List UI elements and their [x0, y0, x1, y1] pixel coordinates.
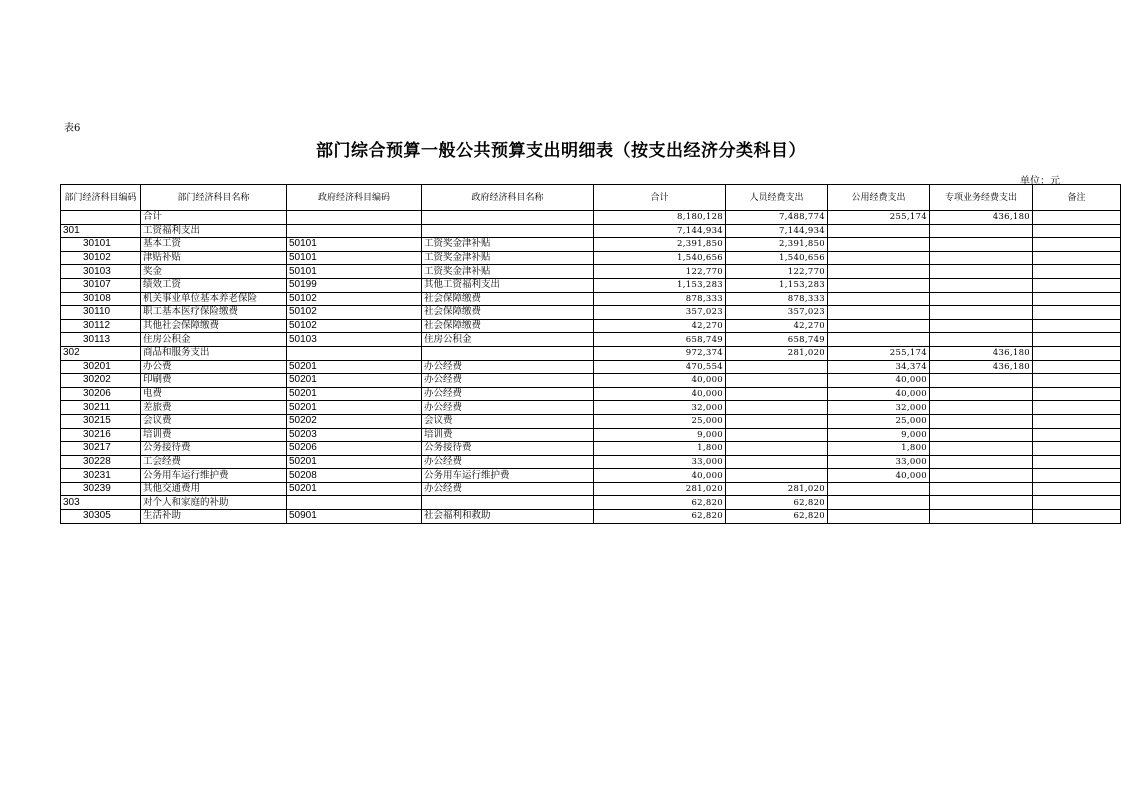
special-cell — [930, 428, 1033, 442]
gov-name-cell — [422, 224, 594, 238]
total-cell: 40,000 — [594, 374, 726, 388]
gov-code-cell: 50101 — [287, 238, 422, 252]
gov-code-cell: 50206 — [287, 442, 422, 456]
total-cell: 1,540,656 — [594, 251, 726, 265]
table-row — [61, 319, 1121, 333]
special-cell — [930, 224, 1033, 238]
dept-code-cell: 30112 — [61, 319, 141, 333]
note-cell — [1033, 496, 1121, 510]
public-cell — [828, 482, 930, 496]
public-cell: 25,000 — [828, 414, 930, 428]
personnel-cell — [726, 455, 828, 469]
dept-code-cell: 30206 — [61, 387, 141, 401]
note-cell — [1033, 306, 1121, 320]
personnel-cell — [726, 401, 828, 415]
special-cell: 436,180 — [930, 346, 1033, 360]
budget-table — [60, 184, 1121, 524]
dept-name-cell: 办公费 — [141, 360, 287, 374]
total-cell: 25,000 — [594, 414, 726, 428]
note-cell — [1033, 265, 1121, 279]
gov-code-cell: 50201 — [287, 387, 422, 401]
public-cell — [828, 278, 930, 292]
note-cell — [1033, 510, 1121, 524]
dept-code-cell: 30211 — [61, 401, 141, 415]
gov-name-cell: 办公经费 — [422, 482, 594, 496]
gov-name-cell: 会议费 — [422, 414, 594, 428]
public-cell: 40,000 — [828, 374, 930, 388]
gov-name-cell: 住房公积金 — [422, 333, 594, 347]
dept-code-cell: 30202 — [61, 374, 141, 388]
dept-code-cell: 30103 — [61, 265, 141, 279]
total-cell: 62,820 — [594, 496, 726, 510]
table-row — [61, 496, 1121, 510]
personnel-cell — [726, 360, 828, 374]
total-cell: 2,391,850 — [594, 238, 726, 252]
gov-name-cell: 其他工资福利支出 — [422, 278, 594, 292]
special-cell — [930, 414, 1033, 428]
dept-code-cell: 30201 — [61, 360, 141, 374]
header-cell: 政府经济科目名称 — [422, 185, 594, 211]
dept-name-cell: 商品和服务支出 — [141, 346, 287, 360]
special-cell — [930, 319, 1033, 333]
special-cell: 436,180 — [930, 211, 1033, 225]
dept-name-cell: 其他社会保障缴费 — [141, 319, 287, 333]
personnel-cell: 878,333 — [726, 292, 828, 306]
gov-code-cell: 50203 — [287, 428, 422, 442]
note-cell — [1033, 278, 1121, 292]
gov-name-cell — [422, 211, 594, 225]
note-cell — [1033, 401, 1121, 415]
header-cell: 部门经济科目编码 — [61, 185, 141, 211]
table-row — [61, 360, 1121, 374]
dept-name-cell: 合计 — [141, 211, 287, 225]
gov-name-cell: 社会福利和救助 — [422, 510, 594, 524]
table-header-row — [61, 185, 1121, 211]
special-cell — [930, 496, 1033, 510]
total-cell: 470,554 — [594, 360, 726, 374]
special-cell — [930, 333, 1033, 347]
dept-code-cell: 301 — [61, 224, 141, 238]
gov-name-cell: 公务用车运行维护费 — [422, 469, 594, 483]
note-cell — [1033, 211, 1121, 225]
public-cell — [828, 510, 930, 524]
personnel-cell: 7,488,774 — [726, 211, 828, 225]
personnel-cell — [726, 387, 828, 401]
note-cell — [1033, 374, 1121, 388]
table-row — [61, 306, 1121, 320]
table-body — [61, 211, 1121, 524]
public-cell: 255,174 — [828, 346, 930, 360]
special-cell — [930, 265, 1033, 279]
public-cell: 40,000 — [828, 387, 930, 401]
gov-code-cell — [287, 211, 422, 225]
dept-name-cell: 奖金 — [141, 265, 287, 279]
public-cell: 40,000 — [828, 469, 930, 483]
special-cell — [930, 455, 1033, 469]
total-cell: 122,770 — [594, 265, 726, 279]
personnel-cell: 658,749 — [726, 333, 828, 347]
dept-code-cell: 30101 — [61, 238, 141, 252]
note-cell — [1033, 346, 1121, 360]
gov-name-cell: 工资奖金津补贴 — [422, 238, 594, 252]
header-cell: 政府经济科目编码 — [287, 185, 422, 211]
page-title: 部门综合预算一般公共预算支出明细表（按支出经济分类科目） — [316, 141, 806, 161]
table-row — [61, 469, 1121, 483]
gov-name-cell: 办公经费 — [422, 374, 594, 388]
table-row — [61, 428, 1121, 442]
note-cell — [1033, 442, 1121, 456]
dept-name-cell: 生活补助 — [141, 510, 287, 524]
header-cell: 人员经费支出 — [726, 185, 828, 211]
personnel-cell — [726, 374, 828, 388]
total-cell: 281,020 — [594, 482, 726, 496]
gov-name-cell — [422, 346, 594, 360]
personnel-cell: 2,391,850 — [726, 238, 828, 252]
note-cell — [1033, 292, 1121, 306]
total-cell: 8,180,128 — [594, 211, 726, 225]
dept-name-cell: 工会经费 — [141, 455, 287, 469]
personnel-cell: 1,540,656 — [726, 251, 828, 265]
table-row — [61, 414, 1121, 428]
gov-code-cell: 50101 — [287, 251, 422, 265]
dept-name-cell: 印刷费 — [141, 374, 287, 388]
gov-name-cell: 办公经费 — [422, 401, 594, 415]
dept-name-cell: 培训费 — [141, 428, 287, 442]
dept-code-cell: 30108 — [61, 292, 141, 306]
gov-name-cell: 社会保障缴费 — [422, 292, 594, 306]
dept-code-cell: 30110 — [61, 306, 141, 320]
personnel-cell: 42,270 — [726, 319, 828, 333]
header-cell: 备注 — [1033, 185, 1121, 211]
personnel-cell: 122,770 — [726, 265, 828, 279]
public-cell — [828, 224, 930, 238]
note-cell — [1033, 482, 1121, 496]
header-cell: 合计 — [594, 185, 726, 211]
gov-code-cell — [287, 224, 422, 238]
note-cell — [1033, 319, 1121, 333]
table-row — [61, 482, 1121, 496]
public-cell — [828, 292, 930, 306]
gov-name-cell: 办公经费 — [422, 455, 594, 469]
dept-name-cell: 工资福利支出 — [141, 224, 287, 238]
dept-name-cell: 公务接待费 — [141, 442, 287, 456]
dept-code-cell: 30215 — [61, 414, 141, 428]
special-cell — [930, 510, 1033, 524]
note-cell — [1033, 251, 1121, 265]
total-cell: 357,023 — [594, 306, 726, 320]
total-cell: 40,000 — [594, 387, 726, 401]
public-cell — [828, 333, 930, 347]
personnel-cell: 1,153,283 — [726, 278, 828, 292]
personnel-cell: 7,144,934 — [726, 224, 828, 238]
public-cell: 32,000 — [828, 401, 930, 415]
dept-name-cell: 津贴补贴 — [141, 251, 287, 265]
table-row — [61, 265, 1121, 279]
total-cell: 33,000 — [594, 455, 726, 469]
gov-code-cell: 50101 — [287, 265, 422, 279]
personnel-cell: 62,820 — [726, 510, 828, 524]
gov-code-cell: 50201 — [287, 401, 422, 415]
dept-code-cell: 30228 — [61, 455, 141, 469]
dept-code-cell: 30239 — [61, 482, 141, 496]
special-cell — [930, 306, 1033, 320]
table-row — [61, 251, 1121, 265]
special-cell — [930, 469, 1033, 483]
public-cell: 255,174 — [828, 211, 930, 225]
gov-code-cell — [287, 346, 422, 360]
unit-label: 单位：元 — [1020, 176, 1060, 187]
personnel-cell — [726, 469, 828, 483]
dept-name-cell: 公务用车运行维护费 — [141, 469, 287, 483]
note-cell — [1033, 224, 1121, 238]
table-row — [61, 387, 1121, 401]
table-row — [61, 442, 1121, 456]
total-cell: 42,270 — [594, 319, 726, 333]
public-cell: 34,374 — [828, 360, 930, 374]
personnel-cell: 281,020 — [726, 346, 828, 360]
special-cell — [930, 251, 1033, 265]
gov-code-cell: 50201 — [287, 360, 422, 374]
gov-name-cell: 社会保障缴费 — [422, 306, 594, 320]
dept-name-cell: 电费 — [141, 387, 287, 401]
note-cell — [1033, 333, 1121, 347]
table-label: 表6 — [64, 123, 81, 134]
table-row — [61, 224, 1121, 238]
gov-name-cell: 办公经费 — [422, 360, 594, 374]
table-row — [61, 292, 1121, 306]
total-cell: 658,749 — [594, 333, 726, 347]
public-cell — [828, 265, 930, 279]
gov-name-cell: 办公经费 — [422, 387, 594, 401]
special-cell — [930, 292, 1033, 306]
gov-code-cell: 50202 — [287, 414, 422, 428]
dept-code-cell — [61, 211, 141, 225]
note-cell — [1033, 387, 1121, 401]
total-cell: 972,374 — [594, 346, 726, 360]
personnel-cell: 62,820 — [726, 496, 828, 510]
special-cell — [930, 401, 1033, 415]
gov-code-cell: 50201 — [287, 482, 422, 496]
note-cell — [1033, 238, 1121, 252]
table-row — [61, 455, 1121, 469]
gov-code-cell: 50901 — [287, 510, 422, 524]
gov-code-cell: 50102 — [287, 319, 422, 333]
gov-code-cell: 50102 — [287, 292, 422, 306]
total-cell: 32,000 — [594, 401, 726, 415]
total-cell: 40,000 — [594, 469, 726, 483]
personnel-cell: 357,023 — [726, 306, 828, 320]
dept-name-cell: 对个人和家庭的补助 — [141, 496, 287, 510]
dept-name-cell: 基本工资 — [141, 238, 287, 252]
gov-name-cell: 社会保障缴费 — [422, 319, 594, 333]
dept-name-cell: 差旅费 — [141, 401, 287, 415]
gov-code-cell: 50102 — [287, 306, 422, 320]
special-cell: 436,180 — [930, 360, 1033, 374]
note-cell — [1033, 414, 1121, 428]
table-row — [61, 278, 1121, 292]
dept-code-cell: 302 — [61, 346, 141, 360]
total-cell: 9,000 — [594, 428, 726, 442]
public-cell — [828, 319, 930, 333]
public-cell: 33,000 — [828, 455, 930, 469]
dept-code-cell: 30217 — [61, 442, 141, 456]
dept-code-cell: 30113 — [61, 333, 141, 347]
note-cell — [1033, 428, 1121, 442]
gov-code-cell: 50199 — [287, 278, 422, 292]
table-row — [61, 238, 1121, 252]
dept-name-cell: 绩效工资 — [141, 278, 287, 292]
note-cell — [1033, 455, 1121, 469]
gov-name-cell: 工资奖金津补贴 — [422, 265, 594, 279]
dept-code-cell: 30305 — [61, 510, 141, 524]
public-cell — [828, 238, 930, 252]
gov-name-cell — [422, 496, 594, 510]
dept-name-cell: 会议费 — [141, 414, 287, 428]
gov-name-cell: 公务接待费 — [422, 442, 594, 456]
dept-name-cell: 机关事业单位基本养老保险 — [141, 292, 287, 306]
total-cell: 7,144,934 — [594, 224, 726, 238]
dept-code-cell: 30231 — [61, 469, 141, 483]
total-cell: 878,333 — [594, 292, 726, 306]
public-cell — [828, 306, 930, 320]
dept-name-cell: 职工基本医疗保险缴费 — [141, 306, 287, 320]
note-cell — [1033, 360, 1121, 374]
table-row — [61, 510, 1121, 524]
dept-code-cell: 30216 — [61, 428, 141, 442]
dept-name-cell: 住房公积金 — [141, 333, 287, 347]
gov-code-cell — [287, 496, 422, 510]
personnel-cell — [726, 442, 828, 456]
gov-code-cell: 50103 — [287, 333, 422, 347]
header-cell: 公用经费支出 — [828, 185, 930, 211]
special-cell — [930, 278, 1033, 292]
note-cell — [1033, 469, 1121, 483]
special-cell — [930, 374, 1033, 388]
personnel-cell — [726, 414, 828, 428]
gov-code-cell: 50201 — [287, 374, 422, 388]
table-row — [61, 401, 1121, 415]
public-cell — [828, 251, 930, 265]
table-row — [61, 346, 1121, 360]
special-cell — [930, 238, 1033, 252]
public-cell: 9,000 — [828, 428, 930, 442]
table-row — [61, 374, 1121, 388]
gov-code-cell: 50201 — [287, 455, 422, 469]
gov-code-cell: 50208 — [287, 469, 422, 483]
special-cell — [930, 387, 1033, 401]
gov-name-cell: 工资奖金津补贴 — [422, 251, 594, 265]
dept-code-cell: 30107 — [61, 278, 141, 292]
total-cell: 1,153,283 — [594, 278, 726, 292]
personnel-cell: 281,020 — [726, 482, 828, 496]
dept-code-cell: 303 — [61, 496, 141, 510]
header-cell: 部门经济科目名称 — [141, 185, 287, 211]
total-cell: 62,820 — [594, 510, 726, 524]
table-row — [61, 211, 1121, 225]
public-cell: 1,800 — [828, 442, 930, 456]
gov-name-cell: 培训费 — [422, 428, 594, 442]
special-cell — [930, 442, 1033, 456]
table-row — [61, 333, 1121, 347]
dept-code-cell: 30102 — [61, 251, 141, 265]
total-cell: 1,800 — [594, 442, 726, 456]
personnel-cell — [726, 428, 828, 442]
special-cell — [930, 482, 1033, 496]
dept-name-cell: 其他交通费用 — [141, 482, 287, 496]
public-cell — [828, 496, 930, 510]
header-cell: 专项业务经费支出 — [930, 185, 1033, 211]
